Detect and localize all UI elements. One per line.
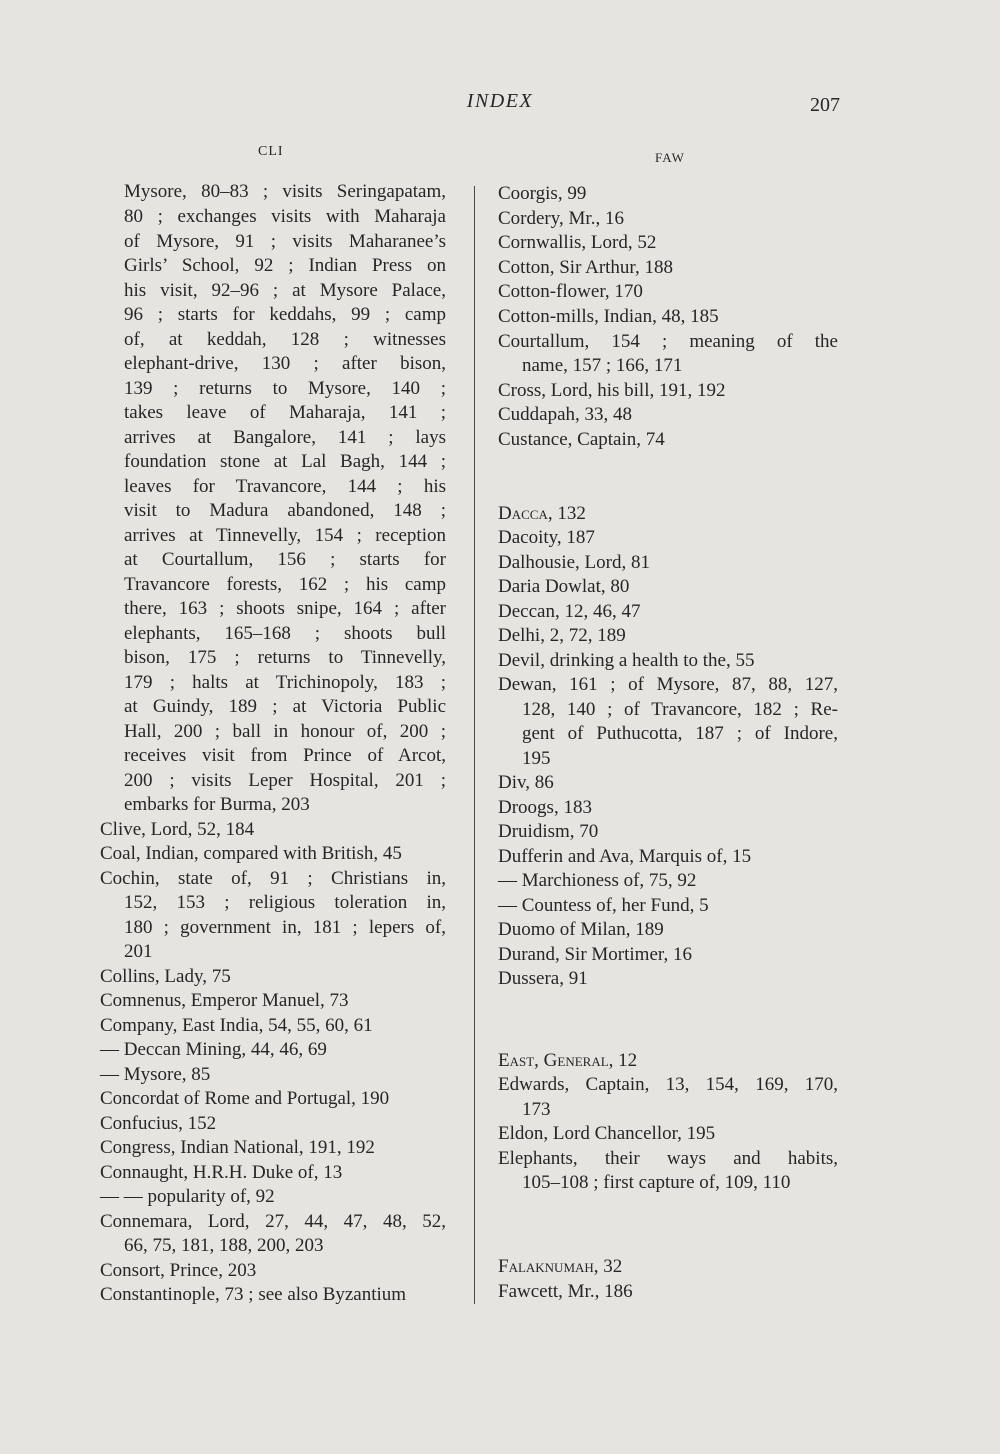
- index-line: Cotton-flower, 170: [498, 281, 643, 302]
- index-line: leaves for Travancore, 144 ; his: [124, 476, 446, 497]
- index-line: Cuddapah, 33, 48: [498, 404, 633, 425]
- index-line: 180 ; government in, 181 ; lepers of,: [124, 917, 446, 938]
- index-line: Devil, drinking a health to the, 55: [498, 650, 755, 671]
- page-number: 207: [810, 94, 840, 116]
- index-line: 201: [124, 941, 153, 962]
- index-line: Dussera, 91: [498, 968, 588, 989]
- index-line: elephant-drive, 130 ; after bison,: [124, 353, 446, 374]
- index-line: Consort, Prince, 203: [100, 1260, 257, 1281]
- index-line: arrives at Bangalore, 141 ; lays: [124, 427, 446, 448]
- index-line: Druidism, 70: [498, 821, 599, 842]
- index-line: Connemara, Lord, 27, 44, 47, 48, 52,: [100, 1211, 446, 1232]
- index-line: Coorgis, 99: [498, 183, 587, 204]
- index-line: name, 157 ; 166, 171: [522, 355, 683, 376]
- index-line: elephants, 165–168 ; shoots bull: [124, 623, 446, 644]
- index-line: 80 ; exchanges visits with Maharaja: [124, 206, 446, 227]
- index-line: Clive, Lord, 52, 184: [100, 819, 255, 840]
- index-line: arrives at Tinnevelly, 154 ; reception: [124, 525, 446, 546]
- index-line: 195: [522, 748, 551, 769]
- index-line: at Courtallum, 156 ; starts for: [124, 549, 446, 570]
- index-line: 152, 153 ; religious toleration in,: [124, 892, 446, 913]
- index-line: Constantinople, 73 ; see also Byzantium: [100, 1284, 407, 1305]
- index-line: Concordat of Rome and Portugal, 190: [100, 1088, 390, 1109]
- index-line: Cochin, state of, 91 ; Christians in,: [100, 868, 446, 889]
- index-line: receives visit from Prince of Arcot,: [124, 745, 446, 766]
- index-line: of Mysore, 91 ; visits Maharanee’s: [124, 231, 446, 252]
- index-line: Girls’ School, 92 ; Indian Press on: [124, 255, 446, 276]
- index-line: Fawcett, Mr., 186: [498, 1281, 633, 1302]
- index-line: Daria Dowlat, 80: [498, 576, 630, 597]
- index-line: Duomo of Milan, 189: [498, 919, 664, 940]
- index-line: Elephants, their ways and habits,: [498, 1148, 838, 1169]
- index-line: gent of Puthucotta, 187 ; of Indore,: [522, 723, 838, 744]
- index-line: 139 ; returns to Mysore, 140 ;: [124, 378, 446, 399]
- index-line: Courtallum, 154 ; meaning of the: [498, 331, 838, 352]
- index-line: — Deccan Mining, 44, 46, 69: [100, 1039, 327, 1060]
- index-line: Cotton, Sir Arthur, 188: [498, 257, 673, 278]
- index-line: 105–108 ; first capture of, 109, 110: [522, 1172, 791, 1193]
- index-line: bison, 175 ; returns to Tinnevelly,: [124, 647, 446, 668]
- index-line: Hall, 200 ; ball in honour of, 200 ;: [124, 721, 446, 742]
- index-line: embarks for Burma, 203: [124, 794, 310, 815]
- index-line: of, at keddah, 128 ; witnesses: [124, 329, 446, 350]
- running-head-title: INDEX: [466, 90, 534, 112]
- index-line: Congress, Indian National, 191, 192: [100, 1137, 375, 1158]
- index-line: 179 ; halts at Trichinopoly, 183 ;: [124, 672, 446, 693]
- index-line: — Marchioness of, 75, 92: [498, 870, 697, 891]
- index-line: — Countess of, her Fund, 5: [498, 895, 709, 916]
- index-line: 173: [522, 1099, 551, 1120]
- index-line: Mysore, 80–83 ; visits Seringapatam,: [124, 181, 446, 202]
- index-line: Cordery, Mr., 16: [498, 208, 624, 229]
- index-line: there, 163 ; shoots snipe, 164 ; after: [124, 598, 446, 619]
- index-line: takes leave of Maharaja, 141 ;: [124, 402, 446, 423]
- index-line: Coal, Indian, compared with British, 45: [100, 843, 402, 864]
- index-line: East, General, 12: [498, 1050, 638, 1071]
- index-line: Deccan, 12, 46, 47: [498, 601, 641, 622]
- index-line: — Mysore, 85: [100, 1064, 211, 1085]
- index-line: Cross, Lord, his bill, 191, 192: [498, 380, 726, 401]
- index-line: Cotton-mills, Indian, 48, 185: [498, 306, 719, 327]
- index-line: Eldon, Lord Chancellor, 195: [498, 1123, 716, 1144]
- index-line: Custance, Captain, 74: [498, 429, 665, 450]
- index-line: — — popularity of, 92: [100, 1186, 275, 1207]
- left-column-key: CLI: [258, 144, 284, 159]
- index-line: 96 ; starts for keddahs, 99 ; camp: [124, 304, 446, 325]
- index-line: Dufferin and Ava, Marquis of, 15: [498, 846, 752, 867]
- index-line: visit to Madura abandoned, 148 ;: [124, 500, 446, 521]
- index-line: Div, 86: [498, 772, 554, 793]
- column-divider: [474, 186, 475, 1304]
- index-line: Travancore forests, 162 ; his camp: [124, 574, 446, 595]
- index-line: Dacca, 132: [498, 503, 586, 524]
- index-line: Droogs, 183: [498, 797, 592, 818]
- index-line: Confucius, 152: [100, 1113, 217, 1134]
- index-line: his visit, 92–96 ; at Mysore Palace,: [124, 280, 446, 301]
- index-line: Dacoity, 187: [498, 527, 595, 548]
- index-line: Connaught, H.R.H. Duke of, 13: [100, 1162, 343, 1183]
- index-line: Durand, Sir Mortimer, 16: [498, 944, 692, 965]
- index-line: Delhi, 2, 72, 189: [498, 625, 626, 646]
- index-line: 200 ; visits Leper Hospital, 201 ;: [124, 770, 446, 791]
- index-line: 128, 140 ; of Travancore, 182 ; Re-: [522, 699, 838, 720]
- index-line: Comnenus, Emperor Manuel, 73: [100, 990, 349, 1011]
- index-line: Collins, Lady, 75: [100, 966, 231, 987]
- index-line: 66, 75, 181, 188, 200, 203: [124, 1235, 324, 1256]
- index-line: foundation stone at Lal Bagh, 144 ;: [124, 451, 446, 472]
- right-column-key: FAW: [655, 150, 685, 165]
- index-line: Company, East India, 54, 55, 60, 61: [100, 1015, 373, 1036]
- index-line: Falaknumah, 32: [498, 1256, 623, 1277]
- index-line: Cornwallis, Lord, 52: [498, 232, 657, 253]
- index-line: Edwards, Captain, 13, 154, 169, 170,: [498, 1074, 838, 1095]
- index-line: Dalhousie, Lord, 81: [498, 552, 650, 573]
- index-line: Dewan, 161 ; of Mysore, 87, 88, 127,: [498, 674, 838, 695]
- index-line: at Guindy, 189 ; at Victoria Public: [124, 696, 446, 717]
